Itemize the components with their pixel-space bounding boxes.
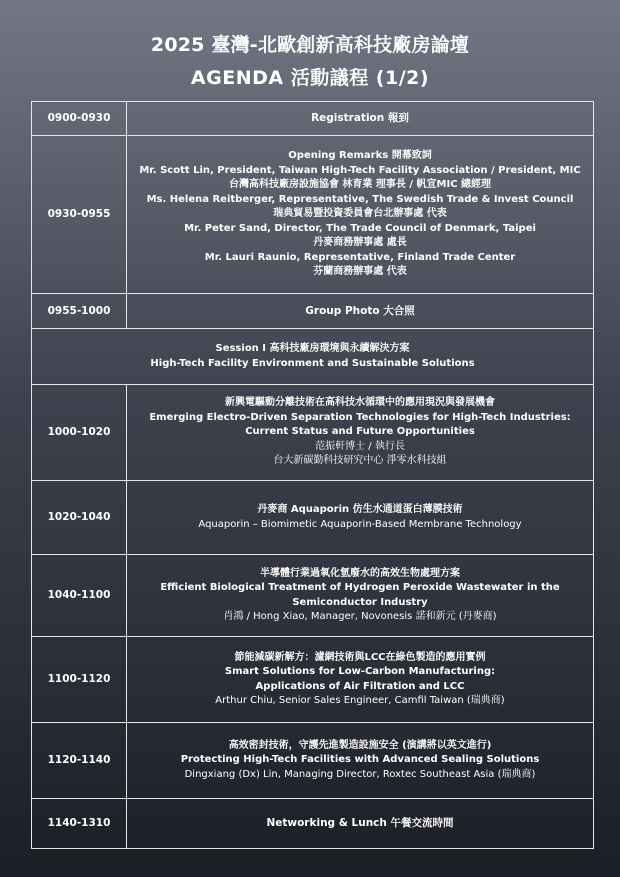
talk-title-en: Emerging Electro-Driven Separation Technologies for High-Tech Industries: (149, 411, 571, 423)
speaker-line: 范振軒博士 / 執行長 (315, 440, 405, 452)
speaker-line: 肖鴻 / Hong Xiao, Manager, Novonesis 諾和新元 (丹麥商) (223, 611, 497, 622)
time-cell: 1020-1040 (32, 481, 127, 555)
speaker-line: Mr. Scott Lin, President, Taiwan High-Tech Facility Association / President, MIC (139, 164, 581, 176)
item-title: Networking & Lunch 午餐交流時間 (127, 799, 594, 849)
item-cell (127, 136, 594, 294)
time-cell: 1140-1310 (32, 799, 127, 849)
agenda-table (31, 101, 594, 849)
talk-title-en: Efficient Biological Treatment of Hydrogen Peroxide Wastewater in the (160, 582, 560, 593)
agenda-row-talk (32, 385, 594, 481)
speaker-line: Mr. Peter Sand, Director, The Trade Council of Denmark, Taipei (184, 222, 536, 234)
speaker-line: 台灣高科技廠房設施協會 林育業 理事長 / 帆宣MIC 總經理 (228, 179, 492, 191)
session-title-zh: Session I 高科技廠房環境與永續解決方案 (215, 343, 410, 354)
talk-title-zh: 半導體行業過氧化氫廢水的高效生物處理方案 (260, 567, 460, 579)
time-cell: 0955-1000 (32, 294, 127, 329)
item-title: Registration 報到 (127, 102, 594, 136)
talk-title-zh: 節能減碳新解方：濾網技術與LCC在綠色製造的應用實例 (234, 651, 486, 663)
agenda-header (0, 30, 620, 94)
agenda-row-registration (32, 102, 594, 136)
talk-title-zh: 丹麥商 Aquaporin 仿生水通道蛋白薄膜技術 (257, 504, 463, 515)
talk-title-en: Smart Solutions for Low-Carbon Manufacturing: (224, 666, 496, 677)
speaker-line: 芬蘭商務辦事處 代表 (313, 266, 407, 278)
item-cell (127, 555, 594, 637)
agenda-row-opening (32, 136, 594, 294)
item-title: Opening Remarks 開幕致詞 (288, 150, 432, 162)
item-cell (127, 637, 594, 723)
agenda-row-talk (32, 555, 594, 637)
speaker-line: 台大新碳勤科技研究中心 淨零水科技組 (273, 455, 447, 467)
talk-title-en: Aquaporin – Biomimetic Aquaporin-Based Membrane Technology (198, 518, 522, 530)
talk-title-en: Semiconductor Industry (292, 596, 428, 608)
time-cell: 1000-1020 (32, 385, 127, 481)
speaker-line: 丹麥商務辦事處 處長 (313, 237, 407, 249)
item-cell (127, 385, 594, 481)
time-cell: 0900-0930 (32, 102, 127, 136)
talk-title-zh: 新興電驅動分離技術在高科技水循環中的應用現況與發展機會 (225, 397, 495, 409)
session-title-en: High-Tech Facility Environment and Sustainable Solutions (150, 357, 475, 369)
speaker-line: 瑞典貿易暨投資委員會台北辦事處 代表 (273, 208, 447, 220)
agenda-row-group-photo (32, 294, 594, 329)
item-cell (127, 723, 594, 799)
speaker-line: Ms. Helena Reitberger, Representative, The Swedish Trade & Invest Council (146, 193, 574, 205)
forum-title: 2025 臺灣-北歐創新高科技廠房論壇 (150, 34, 470, 56)
talk-title-en: Current Status and Future Opportunities (245, 426, 475, 438)
agenda-title: AGENDA 活動議程 (1/2) (190, 67, 430, 89)
speaker-line: Dingxiang (Dx) Lin, Managing Director, Roxtec Southeast Asia (瑞典商) (184, 768, 536, 780)
item-cell (127, 481, 594, 555)
agenda-row-talk (32, 481, 594, 555)
agenda-row-lunch (32, 799, 594, 849)
time-cell: 1040-1100 (32, 555, 127, 637)
speaker-line: Arthur Chiu, Senior Sales Engineer, Camfil Taiwan (瑞典商) (215, 695, 505, 706)
talk-title-en: Applications of Air Filtration and LCC (255, 680, 465, 692)
session-header-row (32, 329, 594, 385)
talk-title-zh: 高效密封技術，守護先進製造設施安全 (演講將以英文進行) (228, 739, 492, 751)
item-title: Group Photo 大合照 (127, 294, 594, 329)
agenda-row-talk (32, 723, 594, 799)
time-cell: 1100-1120 (32, 637, 127, 723)
time-cell: 0930-0955 (32, 136, 127, 294)
time-cell: 1120-1140 (32, 723, 127, 799)
session-cell (32, 329, 594, 385)
agenda-row-talk (32, 637, 594, 723)
talk-title-en: Protecting High-Tech Facilities with Advanced Sealing Solutions (180, 754, 540, 766)
speaker-line: Mr. Lauri Raunio, Representative, Finland Trade Center (204, 251, 516, 263)
